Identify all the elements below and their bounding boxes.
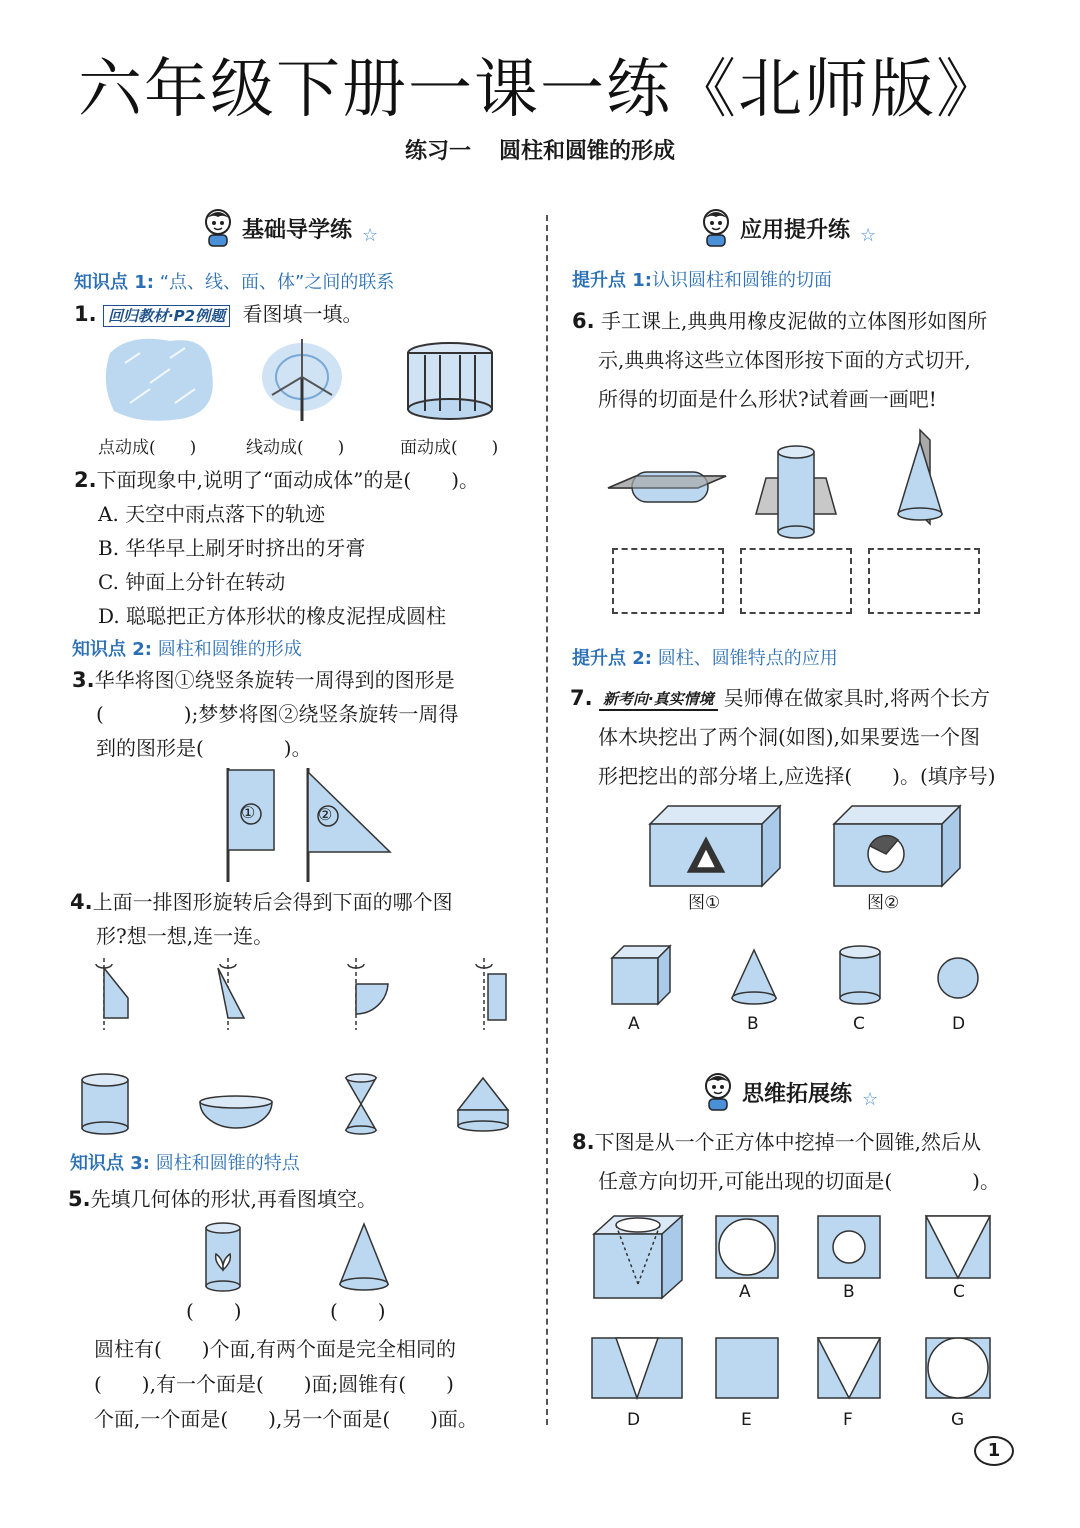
question-2: 2.下面现象中,说明了“面动成体”的是( )。 [74,468,480,492]
boost-point-2: 提升点 2: 圆柱、圆锥特点的应用 [572,648,838,669]
knowledge-point-3: 知识点 3: 圆柱和圆锥的特点 [70,1153,300,1174]
question-7-line-2: 体木块挖出了两个洞(如图),如果要选一个图 [598,725,980,749]
q2-option-d: D. 聪聪把正方体形状的橡皮泥捏成圆柱 [98,604,447,628]
q7-choice-b: B [747,1014,759,1034]
q1-label-face: 面动成( ) [400,438,499,458]
mascot-icon [200,208,236,248]
question-8-line-2: 任意方向切开,可能出现的切面是( )。 [598,1169,1000,1193]
knowledge-point-2: 知识点 2: 圆柱和圆锥的形成 [72,639,302,660]
page-number: 1 [974,1436,1014,1466]
q1-figures [100,333,530,425]
q6-answer-box-2[interactable] [740,548,852,614]
q1-label-point: 点动成( ) [98,438,197,458]
page-title: 六年级下册一课一练《北师版》 [78,53,1002,127]
section-apply [698,208,876,248]
q7-blocks [648,804,968,888]
question-3-line-2: ( );梦梦将图②绕竖条旋转一周得 [96,702,459,726]
q8-choice-d: D [627,1410,641,1430]
star-icon: ☆ [362,224,379,246]
q8-choice-e: E [741,1410,752,1430]
q1-label-line: 线动成( ) [246,438,345,458]
textbook-tag: 回归教材·P2例题 [103,305,230,327]
q8-choice-b: B [843,1282,855,1302]
q7-choice-c: C [853,1014,865,1034]
question-6: 6. 手工课上,典典用橡皮泥做的立体图形如图所 [572,309,988,333]
q6-cut-figures [606,428,946,540]
q7-figure-2-caption: 图② [867,893,900,913]
lesson-number: 练习一 [404,139,471,164]
section-title: 思维拓展练 [742,1081,853,1107]
new-trend-tag: 新考向·真实情境 [599,689,718,711]
q7-figure-1-caption: 图① [688,893,721,913]
question-3-line-3: 到的图形是( )。 [96,736,312,760]
question-1: 1. 回归教材·P2例题 看图填一填。 [74,302,363,326]
question-8: 8.下图是从一个正方体中挖掉一个圆锥,然后从 [572,1130,981,1154]
section-extend [700,1072,878,1112]
q3-figures [222,768,397,884]
star-icon: ☆ [860,224,877,246]
section-title: 应用提升练 [740,217,851,243]
mascot-icon [698,208,734,248]
lesson-topic: 圆柱和圆锥的形成 [499,139,676,164]
q2-option-b: B. 华华早上刷牙时挤出的牙膏 [98,536,366,560]
question-7: 7. 新考向·真实情境 吴师傅在做家具时,将两个长方 [570,686,991,710]
q8-choice-a: A [739,1282,751,1302]
q4-bottom-solids [76,1070,526,1140]
question-5: 5.先填几何体的形状,再看图填空。 [68,1187,377,1211]
question-7-line-3: 形把挖出的部分堵上,应选择( )。(填序号) [598,764,996,788]
q7-choice-solids [608,944,988,1008]
q4-top-shapes [86,954,526,1034]
boost-point-1: 提升点 1:认识圆柱和圆锥的切面 [572,270,832,291]
q5-line-1: 圆柱有( )个面,有两个面是完全相同的 [94,1337,456,1361]
q7-choice-d: D [952,1014,966,1034]
knowledge-point-1: 知识点 1: “点、线、面、体”之间的联系 [74,272,395,293]
q2-option-c: C. 钟面上分针在转动 [98,570,286,594]
mascot-icon [700,1072,736,1112]
q8-choice-g: G [951,1410,965,1430]
q8-figures [590,1212,1000,1402]
q8-choice-c: C [953,1282,965,1302]
q5-line-2: ( ),有一个面是( )面;圆锥有( ) [94,1372,454,1396]
question-6-line-2: 示,典典将这些立体图形按下面的方式切开, [598,348,971,372]
star-icon: ☆ [862,1088,879,1110]
section-basic [200,208,378,248]
q7-choice-a: A [628,1014,640,1034]
question-6-line-3: 所得的切面是什么形状?试着画一画吧! [598,387,937,411]
q3-mark-2: ② [318,805,333,824]
question-3: 3.华华将图①绕竖条旋转一周得到的图形是 [72,668,455,692]
question-4: 4.上面一排图形旋转后会得到下面的哪个图 [70,890,453,914]
q5-blank-2: ( ) [330,1299,386,1323]
q5-figures [200,1220,400,1292]
lesson-subtitle [0,134,1080,165]
column-divider [546,215,548,1425]
section-title: 基础导学练 [242,217,353,243]
q3-mark-1: ① [241,803,256,822]
q6-answer-box-3[interactable] [868,548,980,614]
q5-blank-1: ( ) [186,1299,242,1323]
q2-option-a: A. 天空中雨点落下的轨迹 [98,502,326,526]
question-4-line-2: 形?想一想,连一连。 [96,924,274,948]
q6-answer-box-1[interactable] [612,548,724,614]
q8-choice-f: F [843,1410,853,1430]
q5-line-3: 个面,一个面是( ),另一个面是( )面。 [94,1407,478,1431]
